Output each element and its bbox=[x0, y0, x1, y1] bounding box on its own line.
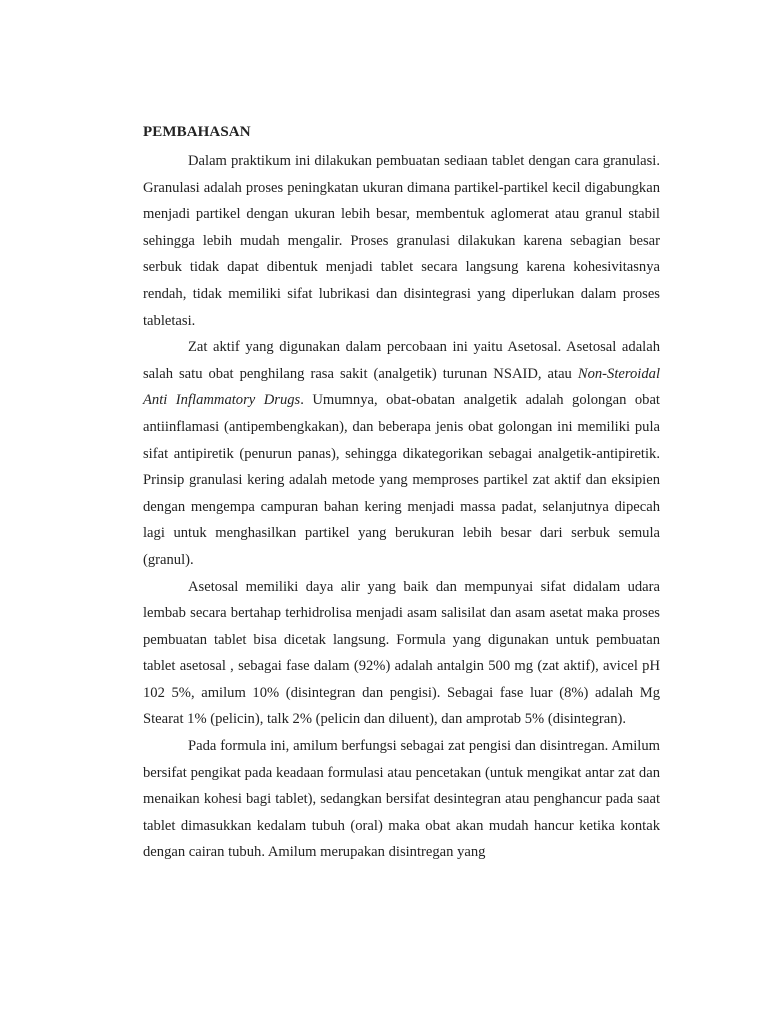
paragraph-text: . Umumnya, obat-obatan analgetik adalah golongan obat antiinflamasi (antipembengkakan), dan beberapa jenis obat golongan ini memiliki pula sifat antipiretik (penurun panas), sehingga dikategorikan sebagai analgetik-antipiretik. Prinsip granulasi kering adalah metode yang memproses partikel zat aktif dan eksipien dengan mengempa campuran bahan kering menjadi massa padat, selanjutnya dipecah lagi untuk menghasilkan partikel yang berukuran lebih besar dari serbuk semula (granul). bbox=[143, 392, 660, 568]
paragraph-text: Dalam praktikum ini dilakukan pembuatan sediaan tablet dengan cara granulasi. Granulasi adalah proses peningkatan ukuran dimana partikel-partikel kecil digabungkan menjadi partikel dengan ukuran lebih besar, membentuk aglomerat atau granul stabil sehingga lebih mudah mengalir. Proses granulasi dilakukan karena sebagian besar serbuk tidak dapat dibentuk menjadi tablet secara langsung karena kohesivitasnya rendah, tidak memiliki sifat lubrikasi dan disintegrasi yang diperlukan dalam proses tabletasi. bbox=[143, 153, 660, 329]
paragraph-3 bbox=[143, 574, 660, 734]
paragraph-text: Asetosal memiliki daya alir yang baik dan mempunyai sifat didalam udara lembab secara bertahap terhidrolisa menjadi asam salisilat dan asam asetat maka proses pembuatan tablet bisa dicetak langsung. Formula yang digunakan untuk pembuatan tablet asetosal , sebagai fase dalam (92%) adalah antalgin 500 mg (zat aktif), avicel pH 102 5%, amilum 10% (disintegran dan pengisi). Sebagai fase luar (8%) adalah Mg Stearat 1% (pelicin), talk 2% (pelicin dan diluent), dan amprotab 5% (disintegran). bbox=[143, 578, 660, 728]
paragraph-text: Pada formula ini, amilum berfungsi sebagai zat pengisi dan disintregan. Amilum bersifat pengikat pada keadaan formulasi atau pencetakan (untuk mengikat antar zat dan menaikan kohesi bagi tablet), sedangkan bersifat desintegran atau penghancur pada saat tablet dimasukkan kedalam tubuh (oral) maka obat akan mudah hancur ketika kontak dengan cairan tubuh. Amilum merupakan disintregan yang bbox=[143, 738, 660, 861]
paragraph-4 bbox=[143, 733, 660, 866]
paragraph-text: Zat aktif yang digunakan dalam percobaan ini yaitu Asetosal. Asetosal adalah salah satu obat penghilang rasa sakit (analgetik) turunan NSAID, atau bbox=[143, 339, 660, 382]
paragraph-2 bbox=[143, 334, 660, 573]
paragraph-1 bbox=[143, 148, 660, 334]
body-text bbox=[143, 148, 660, 866]
section-heading: PEMBAHASAN bbox=[143, 124, 251, 140]
drug-class-term: Non-Steroidal Anti Inflammatory Drugs bbox=[143, 365, 660, 409]
